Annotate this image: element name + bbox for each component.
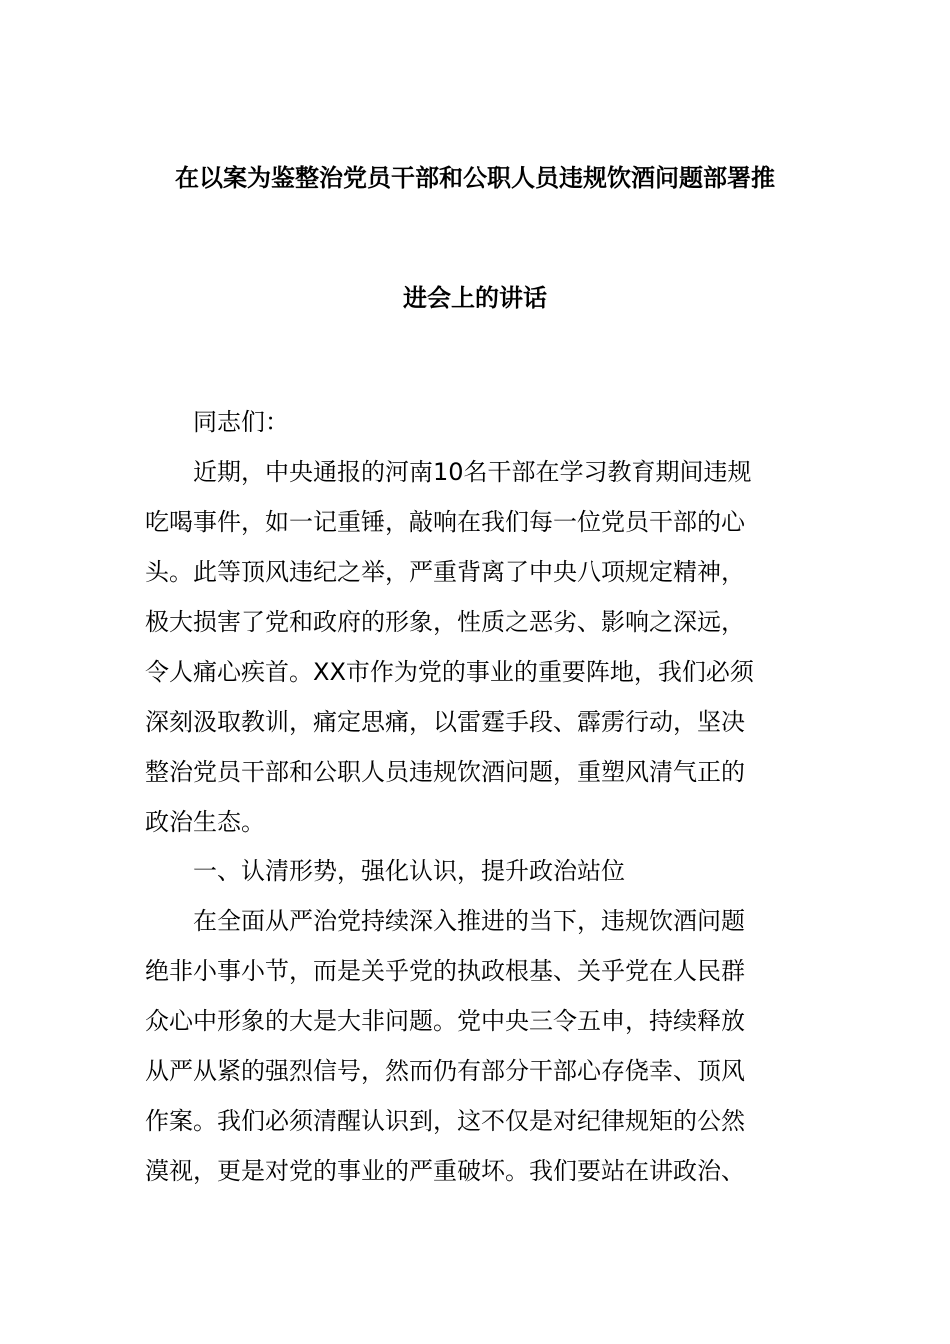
paragraph-1-line-8: 政治生态。 — [145, 808, 265, 836]
document-title-line-1: 在以案为鉴整治党员干部和公职人员违规饮酒问题部署推 — [175, 164, 775, 192]
section-heading-1: 一、认清形势，强化认识，提升政治站位 — [193, 857, 625, 885]
paragraph-1-line-6: 深刻汲取教训，痛定思痛，以雷霆手段、霹雳行动，坚决 — [145, 708, 745, 736]
paragraph-1-line-4: 极大损害了党和政府的形象，性质之恶劣、影响之深远， — [145, 608, 745, 636]
paragraph-1-line-5: 令人痛心疾首。XX市作为党的事业的重要阵地，我们必须 — [145, 658, 754, 686]
paragraph-3-line-6: 漠视，更是对党的事业的严重破坏。我们要站在讲政治、 — [145, 1157, 745, 1185]
paragraph-1-line-3: 头。此等顶风违纪之举，严重背离了中央八项规定精神， — [145, 558, 745, 586]
paragraph-1-line-1: 近期，中央通报的河南10名干部在学习教育期间违规 — [193, 458, 752, 486]
paragraph-1-line-2: 吃喝事件，如一记重锤，敲响在我们每一位党员干部的心 — [145, 508, 745, 536]
paragraph-3-line-4: 从严从紧的强烈信号，然而仍有部分干部心存侥幸、顶风 — [145, 1057, 745, 1085]
paragraph-1-line-7: 整治党员干部和公职人员违规饮酒问题，重塑风清气正的 — [145, 758, 745, 786]
document-title-line-2: 进会上的讲话 — [403, 284, 547, 312]
paragraph-3-line-3: 众心中形象的大是大非问题。党中央三令五申，持续释放 — [145, 1007, 745, 1035]
paragraph-3-line-2: 绝非小事小节，而是关乎党的执政根基、关乎党在人民群 — [145, 957, 745, 985]
paragraph-3-line-1: 在全面从严治党持续深入推进的当下，违规饮酒问题 — [193, 907, 745, 935]
paragraph-3-line-5: 作案。我们必须清醒认识到，这不仅是对纪律规矩的公然 — [145, 1107, 745, 1135]
salutation: 同志们： — [193, 408, 289, 436]
